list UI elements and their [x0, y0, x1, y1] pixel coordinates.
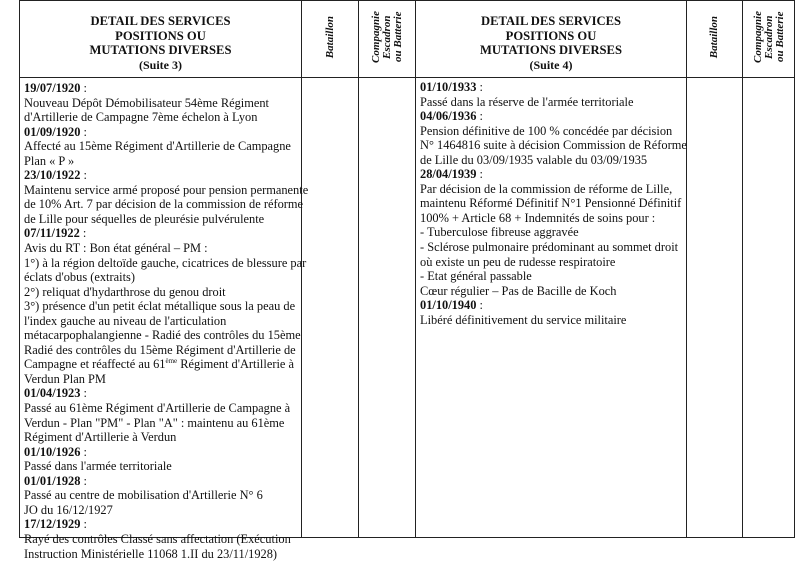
entry-date-sep: :: [476, 109, 483, 123]
entry-text-line: 3°) présence d'un petit éclat métallique sous la peau de: [24, 299, 300, 314]
entry-text-line: Cœur régulier – Pas de Bacille de Koch: [420, 284, 685, 299]
entry-text-line: l'index gauche au niveau de l'articulation: [24, 314, 300, 329]
entry-date-sep: :: [476, 167, 483, 181]
header-line: DETAIL DES SERVICES: [20, 14, 301, 29]
entry-date: 01/10/1940: [420, 298, 476, 312]
left-column-header: [20, 14, 301, 72]
column-divider: [742, 1, 743, 537]
entry-date-sep: :: [80, 445, 87, 459]
entry-date: 01/09/1920: [24, 125, 80, 139]
header-line: POSITIONS OU: [416, 29, 686, 44]
entry-text-line: Pension définitive de 100 % concédée par décision: [420, 124, 685, 139]
entry-date-sep: :: [80, 474, 87, 488]
left-entries: [24, 81, 300, 561]
header-line: MUTATIONS DIVERSES: [20, 43, 301, 58]
entry-date-sep: :: [476, 80, 483, 94]
compagnie-header-right: [743, 5, 795, 69]
entry-text-line: où existe un peu de rudesse respiratoire: [420, 255, 685, 270]
entry-date: 01/10/1933: [420, 80, 476, 94]
entry-date-line: [24, 81, 300, 96]
right-column-header: [416, 14, 686, 72]
entry-date-sep: :: [80, 168, 87, 182]
compagnie-header-left: [359, 5, 415, 69]
entry-text-line: Libéré définitivement du service militaire: [420, 313, 685, 328]
entry-text-line: de 10% Art. 7 par décision de la commission de réforme: [24, 197, 300, 212]
entry-text-line: Passé au centre de mobilisation d'Artillerie N° 6: [24, 488, 300, 503]
entry-date-line: [420, 298, 685, 313]
entry-date-line: [24, 125, 300, 140]
entry-date: 01/10/1926: [24, 445, 80, 459]
header-divider: [20, 77, 794, 78]
bataillon-header-right: [687, 5, 742, 69]
entry-date-sep: :: [80, 517, 87, 531]
entry-date-line: [420, 167, 685, 182]
entry-text-line: Campagne et réaffecté au 61ème Régiment d'Artillerie à: [24, 357, 300, 372]
entry-text-line: N° 1464816 suite à décision Commission de Réforme: [420, 138, 685, 153]
entry-text-line: métacarpophalangienne - Radié des contrôles du 15ème: [24, 328, 300, 343]
entry-date-line: [24, 517, 300, 532]
entry-date-sep: :: [80, 386, 87, 400]
entry-date-line: [24, 226, 300, 241]
service-detail-table: [19, 0, 795, 538]
entry-date: 23/10/1922: [24, 168, 80, 182]
entry-date: 07/11/1922: [24, 226, 80, 240]
column-divider: [358, 1, 359, 537]
entry-text-line: - Sclérose pulmonaire prédominant au sommet droit: [420, 240, 685, 255]
compagnie-label: Compagnie Escadron ou Batterie: [371, 11, 404, 63]
entry-date: 28/04/1939: [420, 167, 476, 181]
header-suite: (Suite 4): [416, 58, 686, 73]
entry-text-line: Verdun Plan PM: [24, 372, 300, 387]
entry-date-sep: :: [80, 226, 87, 240]
column-divider: [686, 1, 687, 537]
entry-text-line: d'Artillerie de Campagne 7ème échelon à Lyon: [24, 110, 300, 125]
entry-text-line: Maintenu service armé proposé pour pension permanente: [24, 183, 300, 198]
entry-text-line: Verdun - Plan "PM" - Plan "A" : maintenu au 61ème: [24, 416, 300, 431]
entry-text-line: Radié des contrôles du 15ème Régiment d'Artillerie de: [24, 343, 300, 358]
header-suite: (Suite 3): [20, 58, 301, 73]
entry-text-line: 1°) à la région deltoïde gauche, cicatrices de blessure par: [24, 256, 300, 271]
header-line: MUTATIONS DIVERSES: [416, 43, 686, 58]
bataillon-header-left: [302, 5, 358, 69]
entry-date-line: [24, 445, 300, 460]
entry-date-line: [420, 80, 685, 95]
entry-text-line: Passé dans la réserve de l'armée territoriale: [420, 95, 685, 110]
entry-date: 19/07/1920: [24, 81, 80, 95]
entry-date-sep: :: [80, 125, 87, 139]
entry-text-line: de Lille pour séquelles de pleurésie pulvérulente: [24, 212, 300, 227]
entry-date: 17/12/1929: [24, 517, 80, 531]
entry-text-line: Par décision de la commission de réforme de Lille,: [420, 182, 685, 197]
entry-text-line: Affecté au 15ème Régiment d'Artillerie de Campagne: [24, 139, 300, 154]
compagnie-label: Compagnie Escadron ou Batterie: [753, 11, 786, 63]
column-divider: [415, 1, 416, 537]
entry-text-line: Avis du RT : Bon état général – PM :: [24, 241, 300, 256]
entry-date: 01/04/1923: [24, 386, 80, 400]
entry-text-line: 100% + Article 68 + Indemnités de soins pour :: [420, 211, 685, 226]
entry-date-sep: :: [80, 81, 87, 95]
entry-text-line: Instruction Ministérielle 11068 1.II du 23/11/1928): [24, 547, 300, 561]
entry-text-line: Régiment d'Artillerie à Verdun: [24, 430, 300, 445]
entry-date-line: [24, 474, 300, 489]
entry-text-line: éclats d'obus (extraits): [24, 270, 300, 285]
entry-date: 04/06/1936: [420, 109, 476, 123]
entry-text-line: Nouveau Dépôt Démobilisateur 54ème Régiment: [24, 96, 300, 111]
entry-date: 01/01/1928: [24, 474, 80, 488]
entry-date-line: [24, 168, 300, 183]
entry-date-line: [420, 109, 685, 124]
header-line: DETAIL DES SERVICES: [416, 14, 686, 29]
bataillon-label: Bataillon: [325, 16, 336, 58]
entry-text-line: Plan « P »: [24, 154, 300, 169]
entry-text-line: 2°) reliquat d'hydarthrose du genou droit: [24, 285, 300, 300]
entry-text-line: Rayé des contrôles Classé sans affectation (Exécution: [24, 532, 300, 547]
entry-text-line: Passé au 61ème Régiment d'Artillerie de Campagne à: [24, 401, 300, 416]
entry-text-line: de Lille du 03/09/1935 valable du 03/09/1935: [420, 153, 685, 168]
entry-date-line: [24, 386, 300, 401]
entry-text-line: JO du 16/12/1927: [24, 503, 300, 518]
entry-text-line: Passé dans l'armée territoriale: [24, 459, 300, 474]
entry-text-line: - Etat général passable: [420, 269, 685, 284]
right-entries: [420, 80, 685, 327]
entry-text-line: - Tuberculose fibreuse aggravée: [420, 225, 685, 240]
entry-date-sep: :: [476, 298, 483, 312]
bataillon-label: Bataillon: [709, 16, 720, 58]
entry-text-line: maintenu Réformé Définitif N°1 Pensionné Définitif: [420, 196, 685, 211]
header-line: POSITIONS OU: [20, 29, 301, 44]
